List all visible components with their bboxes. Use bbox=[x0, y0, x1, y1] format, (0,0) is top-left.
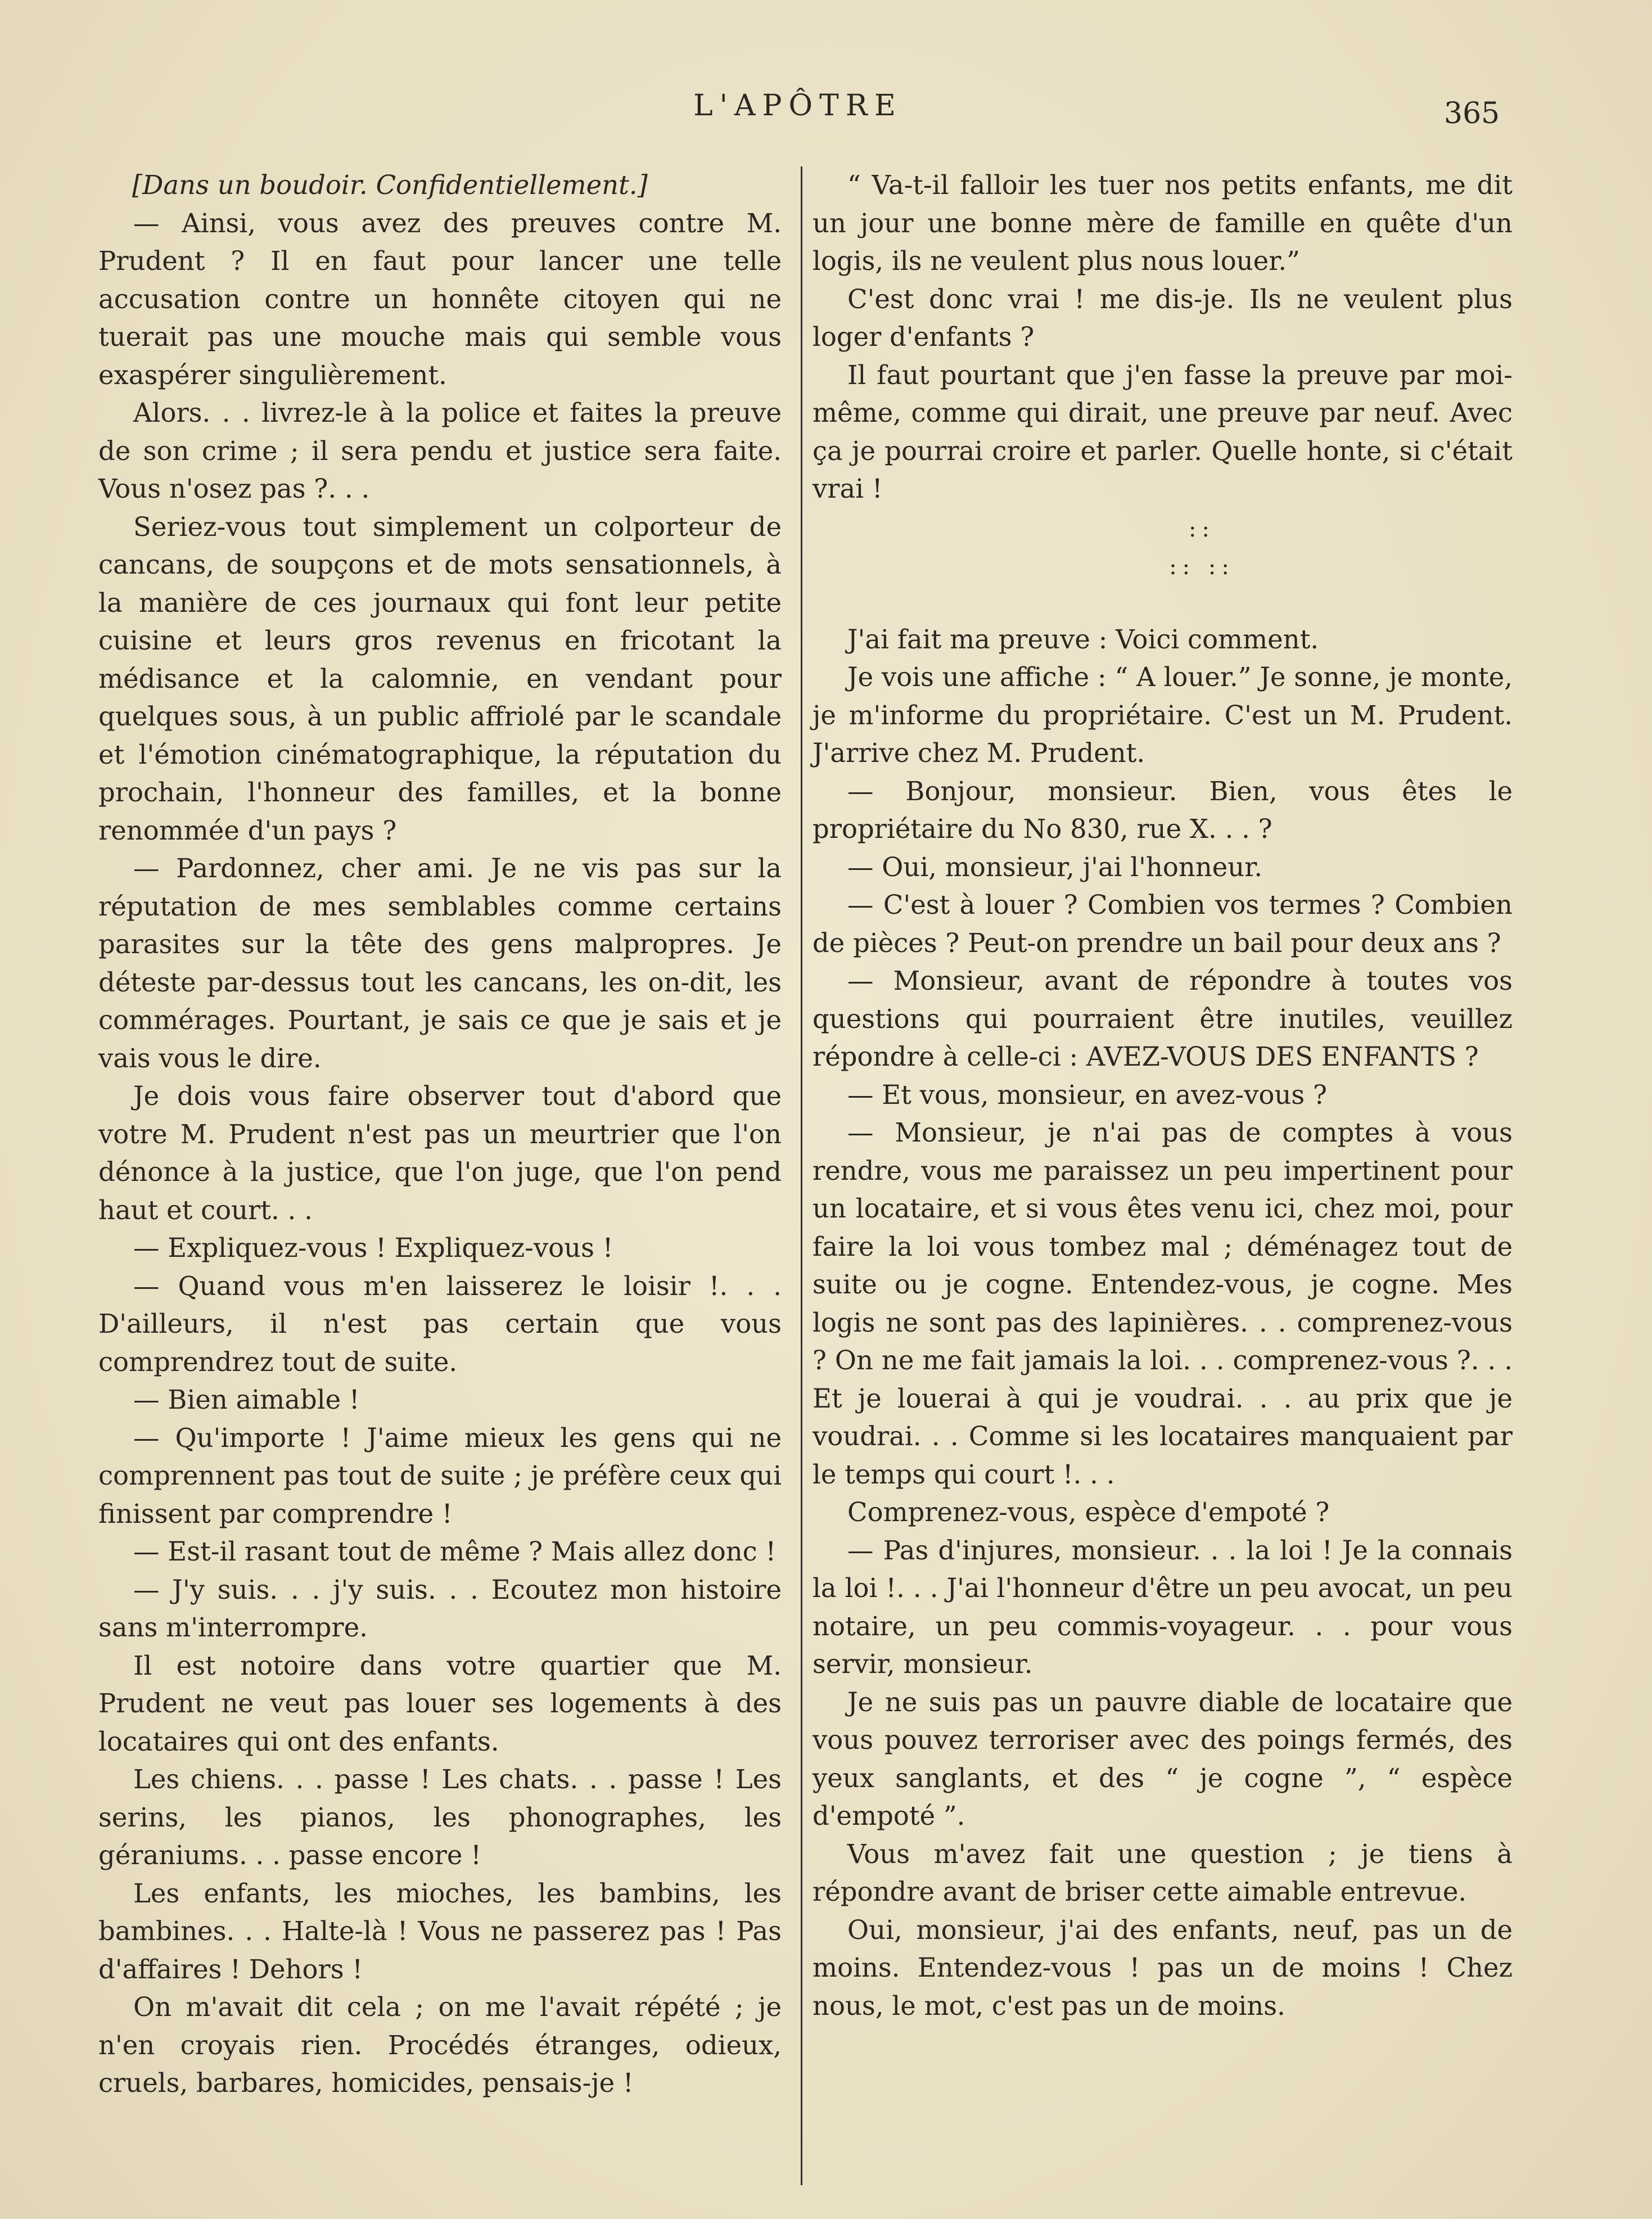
paragraph: Les enfants, les mioches, les bambins, les bambines. . . Halte-là ! Vous ne passerez pas ! Pas d'affaires ! Dehors ! bbox=[98, 1878, 782, 1985]
paragraph: — Bonjour, monsieur. Bien, vous êtes le propriétaire du No 830, rue X. . . ? bbox=[813, 775, 1513, 844]
column-rule bbox=[801, 166, 802, 2185]
paragraph: — Expliquez-vous ! Expliquez-vous ! bbox=[133, 1233, 613, 1263]
paragraph: — Ainsi, vous avez des preuves contre M. Prudent ? Il en faut pour lancer une telle accusation contre un honnête citoyen qui ne tuerait pas une mouche mais qui semble vous exaspérer singulièrement. bbox=[98, 208, 782, 390]
paragraph: Je vois une affiche : “ A louer.” Je sonne, je monte, je m'informe du propriétaire. C'est un M. Prudent. J'arrive chez M. Prudent. bbox=[813, 662, 1513, 768]
paragraph: Il faut pourtant que j'en fasse la preuve par moi-même, comme qui dirait, une preuve par neuf. Avec ça je pourrai croire et parler. Quelle honte, si c'était vrai ! bbox=[813, 359, 1513, 504]
running-title: L'APÔTRE bbox=[693, 89, 902, 123]
paragraph: Les chiens. . . passe ! Les chats. . . passe ! Les serins, les pianos, les phonographes, les géraniums. . . passe encore ! bbox=[98, 1764, 782, 1870]
paragraph: — Monsieur, avant de répondre à toutes vos questions qui pourraient être inutiles, veuillez répondre à celle-ci : AVEZ-VOUS DES ENFANTS ? bbox=[813, 966, 1513, 1072]
paragraph: — Quand vous m'en laisserez le loisir !. . . D'ailleurs, il n'est pas certain que vous comprendrez tout de suite. bbox=[98, 1270, 782, 1377]
paragraph: “ Va-t-il falloir les tuer nos petits enfants, me dit un jour une bonne mère de famille en quête d'un logis, ils ne veulent plus nous louer.” bbox=[813, 170, 1513, 276]
paragraph: Comprenez-vous, espèce d'empoté ? bbox=[847, 1497, 1330, 1527]
paragraph: — Monsieur, je n'ai pas de comptes à vous rendre, vous me paraissez un peu impertinent pour un locataire, et si vous êtes venu ici, chez moi, pour faire la loi vous tombez mal ; déménagez tout de suite ou je cogne. Entendez-vous, je cogne. Mes logis ne sont pas des lapinières. . . comprenez-vous ? On ne me fait jamais la loi. . . comprenez-vous ?. . . Et je louerai à qui je voudrai. . . au prix que je voudrai. . . Comme si les locataires manquaient par le temps qui court !. . . bbox=[813, 1117, 1513, 1490]
paragraph: C'est donc vrai ! me dis-je. Ils ne veulent plus loger d'enfants ? bbox=[813, 283, 1513, 352]
paragraph: — J'y suis. . . j'y suis. . . Ecoutez mon histoire sans m'interrompre. bbox=[98, 1574, 782, 1643]
paragraph: — Oui, monsieur, j'ai l'honneur. bbox=[847, 851, 1263, 882]
right-column bbox=[813, 166, 1513, 2191]
left-column bbox=[98, 166, 782, 2191]
paragraph: Seriez-vous tout simplement un colporteur de cancans, de soupçons et de mots sensationnels, à la manière de ces journaux qui font leur petite cuisine et leurs gros revenus en fricotant la médisance et la calomnie, en vendant pour quelques sous, à un public affriolé par le scandale et l'émotion cinématographique, la réputation du prochain, l'honneur des familles, et la bonne renommée d'un pays ? bbox=[98, 511, 782, 846]
paragraph: Oui, monsieur, j'ai des enfants, neuf, pas un de moins. Entendez-vous ! pas un de moins ! Chez nous, le mot, c'est pas un de moins. bbox=[813, 1914, 1513, 2021]
paragraph: — C'est à louer ? Combien vos termes ? Combien de pièces ? Peut-on prendre un bail pour deux ans ? bbox=[813, 890, 1513, 958]
paragraph: — Et vous, monsieur, en avez-vous ? bbox=[847, 1079, 1328, 1110]
paragraph: Je ne suis pas un pauvre diable de locataire que vous pouvez terroriser avec des poings fermés, des yeux sanglants, et des “ je cogne ”, “ espèce d'empoté ”. bbox=[813, 1686, 1513, 1831]
page-number: 365 bbox=[1444, 97, 1500, 130]
paragraph: — Pardonnez, cher ami. Je ne vis pas sur la réputation de mes semblables comme certains parasites sur la tête des gens malpropres. Je déteste par-dessus tout les cancans, les on-dit, les commérages. Pourtant, je sais ce que je sais et je vais vous le dire. bbox=[98, 853, 782, 1074]
paragraph: — Pas d'injures, monsieur. . . la loi ! Je la connais la loi !. . . J'ai l'honneur d'être un peu avocat, un peu notaire, un peu commis-voyageur. . . pour vous servir, monsieur. bbox=[813, 1535, 1513, 1679]
section-separator-bottom: :: :: bbox=[1169, 553, 1235, 580]
paragraph: — Qu'importe ! J'aime mieux les gens qui ne comprennent pas tout de suite ; je préfère ceux qui finissent par comprendre ! bbox=[98, 1422, 782, 1529]
paragraph: Alors. . . livrez-le à la police et faites la preuve de son crime ; il sera pendu et justice sera faite. Vous n'osez pas ?. . . bbox=[98, 398, 782, 504]
section-separator-top: :: bbox=[1189, 516, 1215, 542]
paragraph: Je dois vous faire observer tout d'abord que votre M. Prudent n'est pas un meurtrier que l'on dénonce à la justice, que l'on juge, que l'on pend haut et court. . . bbox=[98, 1081, 782, 1225]
paragraph: — Bien aimable ! bbox=[133, 1384, 360, 1415]
paragraph: J'ai fait ma preuve : Voici comment. bbox=[847, 624, 1319, 655]
paragraph: Vous m'avez fait une question ; je tiens à répondre avant de briser cette aimable entrevue. bbox=[813, 1838, 1513, 1907]
paragraph: Il est notoire dans votre quartier que M. Prudent ne veut pas louer ses logements à des locataires qui ont des enfants. bbox=[98, 1650, 782, 1757]
paragraph: On m'avait dit cela ; on me l'avait répété ; je n'en croyais rien. Procédés étranges, odieux, cruels, barbares, homicides, pensais-je ! bbox=[98, 1992, 782, 2098]
stage-direction: [Dans un boudoir. Confidentiellement.] bbox=[132, 170, 648, 200]
paragraph: — Est-il rasant tout de même ? Mais allez donc ! bbox=[133, 1536, 777, 1567]
